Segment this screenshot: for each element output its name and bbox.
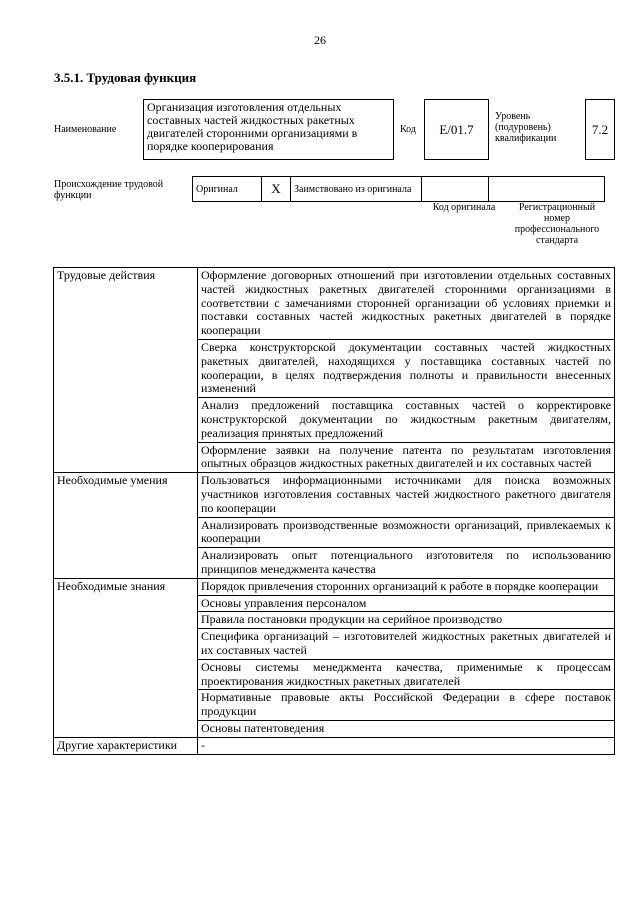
table-cell: Пользоваться информационными источниками для поиска возможных участников изготовления составных частей жидкостного ракетного двигателя по кооперации: [198, 473, 615, 517]
row-label: Другие характеристики: [54, 737, 198, 754]
origin-table: [192, 176, 605, 202]
level-value: 7.2: [585, 99, 615, 160]
table-cell: Анализировать производственные возможности организаций, привлекаемых к кооперации: [198, 517, 615, 548]
table-cell: Оформление заявки на получение патента по результатам изготовления опытных образцов жидкостных ракетных двигателей и их составных частей: [198, 442, 615, 473]
table-cell: Нормативные правовые акты Российской Федерации в сфере поставок продукции: [198, 690, 615, 721]
table-cell: Сверка конструкторской документации составных частей жидкостных ракетных двигателей, находящихся у поставщика составных частей по кооперации, в целях подтверждения полноты и правильности внесенных изменений: [198, 339, 615, 397]
function-details-table: [53, 267, 615, 755]
function-name-value: Организация изготовления отдельных составных частей жидкостных ракетных двигателей сторонними организациями в порядке кооперирования: [143, 99, 394, 160]
borrowed-label: Заимствовано из оригинала: [291, 177, 422, 202]
table-cell: Правила постановки продукции на серийное производство: [198, 612, 615, 629]
section-title: 3.5.1. Трудовая функция: [54, 70, 197, 85]
table-row: [54, 578, 615, 595]
table-cell: -: [198, 737, 615, 754]
table-cell: Основы системы менеджмента качества, применимые к процессам проектирования жидкостных ракетных двигателей: [198, 659, 615, 690]
table-row: [54, 268, 615, 340]
table-row: [54, 737, 615, 754]
code-original-label: Код оригинала: [432, 202, 496, 213]
table-cell: Оформление договорных отношений при изготовлении отдельных составных частей жидкостных ракетных двигателей сторонними организациями в соответствии с замечаниями сторонней организации об условиях приемки и поставки составных частей жидкостных ракетных двигателей в порядке кооперации: [198, 268, 615, 340]
level-label: Уровень (подуровень) квалификации: [495, 111, 557, 144]
name-label: Наименование: [54, 124, 117, 135]
table-cell: Основы управления персоналом: [198, 595, 615, 612]
origin-label: Происхождение трудовой функции: [54, 179, 164, 201]
row-label: Трудовые действия: [54, 268, 198, 473]
row-label: Необходимые умения: [54, 473, 198, 579]
row-label: Необходимые знания: [54, 578, 198, 737]
original-mark: X: [262, 177, 291, 202]
original-label: Оригинал: [193, 177, 262, 202]
table-cell: Анализировать опыт потенциального изготовителя по использованию принципов менеджмента качества: [198, 548, 615, 579]
code-original-cell: [422, 177, 489, 202]
code-value: E/01.7: [424, 99, 489, 160]
table-cell: Специфика организаций – изготовителей жидкостных ракетных двигателей и их составных частей: [198, 629, 615, 660]
reg-number-cell: [489, 177, 605, 202]
table-cell: Основы патентоведения: [198, 720, 615, 737]
table-row: [54, 473, 615, 517]
table-cell: Анализ предложений поставщика составных частей о корректировке конструкторской документации по жидкостным ракетным двигателям, реализация принятых предложений: [198, 398, 615, 442]
code-label: Код: [400, 124, 416, 135]
reg-number-label: Регистрационный номер профессионального стандарта: [514, 202, 600, 246]
page-number: 26: [314, 33, 326, 47]
table-cell: Порядок привлечения сторонних организаций к работе в порядке кооперации: [198, 578, 615, 595]
